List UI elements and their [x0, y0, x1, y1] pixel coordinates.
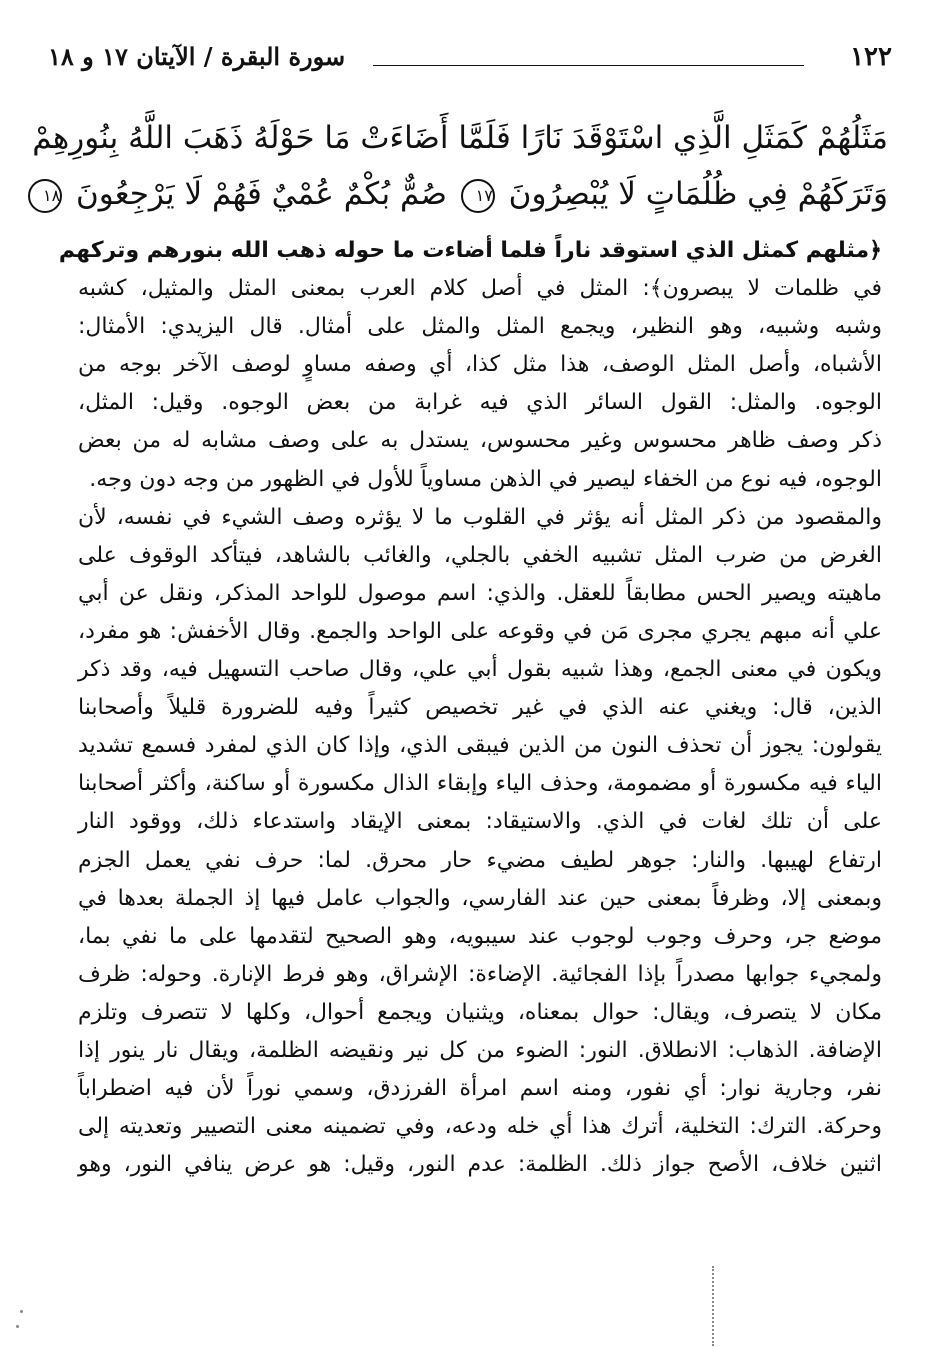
commentary-line: موضع جر، وحرف وجوب لوجوب عند سيبويه، وهو الصحيح لتقدمها على ما نفي بما، — [78, 923, 882, 949]
ayah-number-18: ١٨ — [28, 179, 62, 213]
commentary-line: يقولون: يجوز أن تحذف النون من الذين فيبقى الذي، وإذا كان الذي لمفرد فسمع تشديد — [78, 733, 882, 759]
commentary-line: في ظلمات لا يبصرون﴾: المثل في أصل كلام العرب بمعنى المثل والمثيل، كشبه — [78, 276, 882, 302]
verse-segment-18: صُمٌّ بُكْمٌ عُمْيٌ فَهُمْ لَا يَرْجِعُونَ — [76, 176, 447, 212]
commentary-line: وشبه وشبيه، وهو النظير، ويجمع المثل والمثل على أمثال. قال اليزيدي: الأمثال: — [78, 314, 882, 340]
commentary-line: الوجوه، فيه نوع من الخفاء ليصير في الذهن مساوياً للأول في الظهور من وجه دون وجه. — [89, 466, 882, 492]
commentary-line: نفر، وجارية نوار: أي نفور، ومنه اسم امرأة الفرزدق، وسمي نوراً لأن فيه اضطراباً — [78, 1076, 882, 1102]
commentary-line: الوجوه. والمثل: القول السائر الذي فيه غرابة من بعض الوجوه. وقيل: المثل، — [78, 390, 882, 416]
commentary-line: ارتفاع لهيبها. والنار: جوهر لطيف مضيء حار محرق. لما: حرف نفي يعمل الجزم — [78, 847, 882, 873]
scan-speck — [20, 1310, 23, 1313]
commentary-line: ﴿مثلهم كمثل الذي استوقد ناراً فلما أضاءت ما حوله ذهب الله بنورهم وتركهم — [58, 238, 882, 263]
verse-line-1: مَثَلُهُمْ كَمَثَلِ الَّذِي اسْتَوْقَدَ نَارًا فَلَمَّا أَضَاءَتْ مَا حَوْلَهُ ذَهَبَ اللَّهُ بِنُورِهِمْ — [32, 120, 888, 156]
commentary-line: ويكون في معنى الجمع، وهذا شبيه بقول أبي علي، وقال صاحب التسهيل فيه، وقد ذكر — [78, 657, 882, 683]
commentary-line: الأشباه، وأصل المثل الوصف، هذا مثل كذا، أي وصفه مساوٍ لوصف الآخر بوجه من — [78, 352, 882, 378]
scan-margin-dots — [712, 1266, 718, 1346]
scan-speck — [16, 1325, 19, 1328]
header-rule — [373, 65, 804, 66]
page-header — [48, 40, 892, 74]
ayah-number-17: ١٧ — [461, 179, 495, 213]
verse-segment-17: وَتَرَكَهُمْ فِي ظُلُمَاتٍ لَا يُبْصِرُونَ — [508, 176, 888, 212]
commentary-line: ماهيته ويصير الحس مطابقاً للعقل. والذي: اسم موصول للواحد المذكر، ونقل عن أبي — [78, 580, 882, 606]
page-number: ١٢٢ — [850, 42, 892, 72]
commentary-line: الإضافة. الذهاب: الانطلاق. النور: الضوء من كل نير ونقيضه الظلمة، ويقال نار ينور إذا — [78, 1037, 882, 1063]
commentary-line: وبمعنى إلا، وظرفاً بمعنى حين عند الفارسي، والجواب عامل فيها إذ الجملة بعدها في — [78, 885, 882, 911]
commentary-line: ولمجيء جوابها مصدراً بإذا الفجائية. الإضاءة: الإشراق، وهو فرط الإنارة. وحوله: ظرف — [78, 961, 882, 987]
commentary-line: والمقصود من ذكر المثل أنه يؤثر في القلوب ما لا يؤثره وصف الشيء في نفسه، لأن — [78, 504, 882, 530]
commentary-line: وحركة. الترك: التخلية، أترك هذا أي خله ودعه، وفي تضمينه معنى التصيير وتعديته إلى — [78, 1114, 882, 1140]
commentary-line: الذين، قال: ويغني عنه الذي في غير تخصيص كثيراً وفيه للضرورة قليلاً وأصحابنا — [78, 695, 882, 721]
commentary-line: مكان لا يتصرف، ويقال: حوال بمعناه، ويثنيان ويجمع أحوال، وكلها لا تتصرف وتلزم — [78, 999, 882, 1025]
commentary-line: على أن تلك لغات في الذي. والاستيقاد: بمعنى الإيقاد واستدعاء ذلك، ووقود النار — [78, 809, 882, 835]
commentary-line: علي أنه مبهم يجري مجرى مَن في وقوعه على الواحد والجمع. وقال الأخفش: هو مفرد، — [78, 618, 882, 644]
verse-line-2 — [42, 166, 888, 222]
running-head: سورة البقرة / الآيتان ١٧ و ١٨ — [48, 42, 346, 71]
commentary-line: الغرض من ضرب المثل تشبيه الخفي بالجلي، والغائب بالشاهد، فيتأكد الوقوف على — [78, 542, 882, 568]
commentary-text — [58, 232, 882, 1184]
commentary-line: الياء فيه مكسورة أو مضمومة، وحذف الياء وإبقاء الذال مكسورة أو ساكنة، وأكثر أصحابنا — [78, 771, 882, 797]
quran-verse-block — [32, 110, 888, 222]
commentary-line: اثنين خلاف، الأصح جواز ذلك. الظلمة: عدم النور، وقيل: هو عرض ينافي النور، وهو — [78, 1152, 882, 1178]
commentary-line: ذكر وصف ظاهر محسوس وغير محسوس، يستدل به على وصف مشابه له من بعض — [78, 428, 882, 454]
